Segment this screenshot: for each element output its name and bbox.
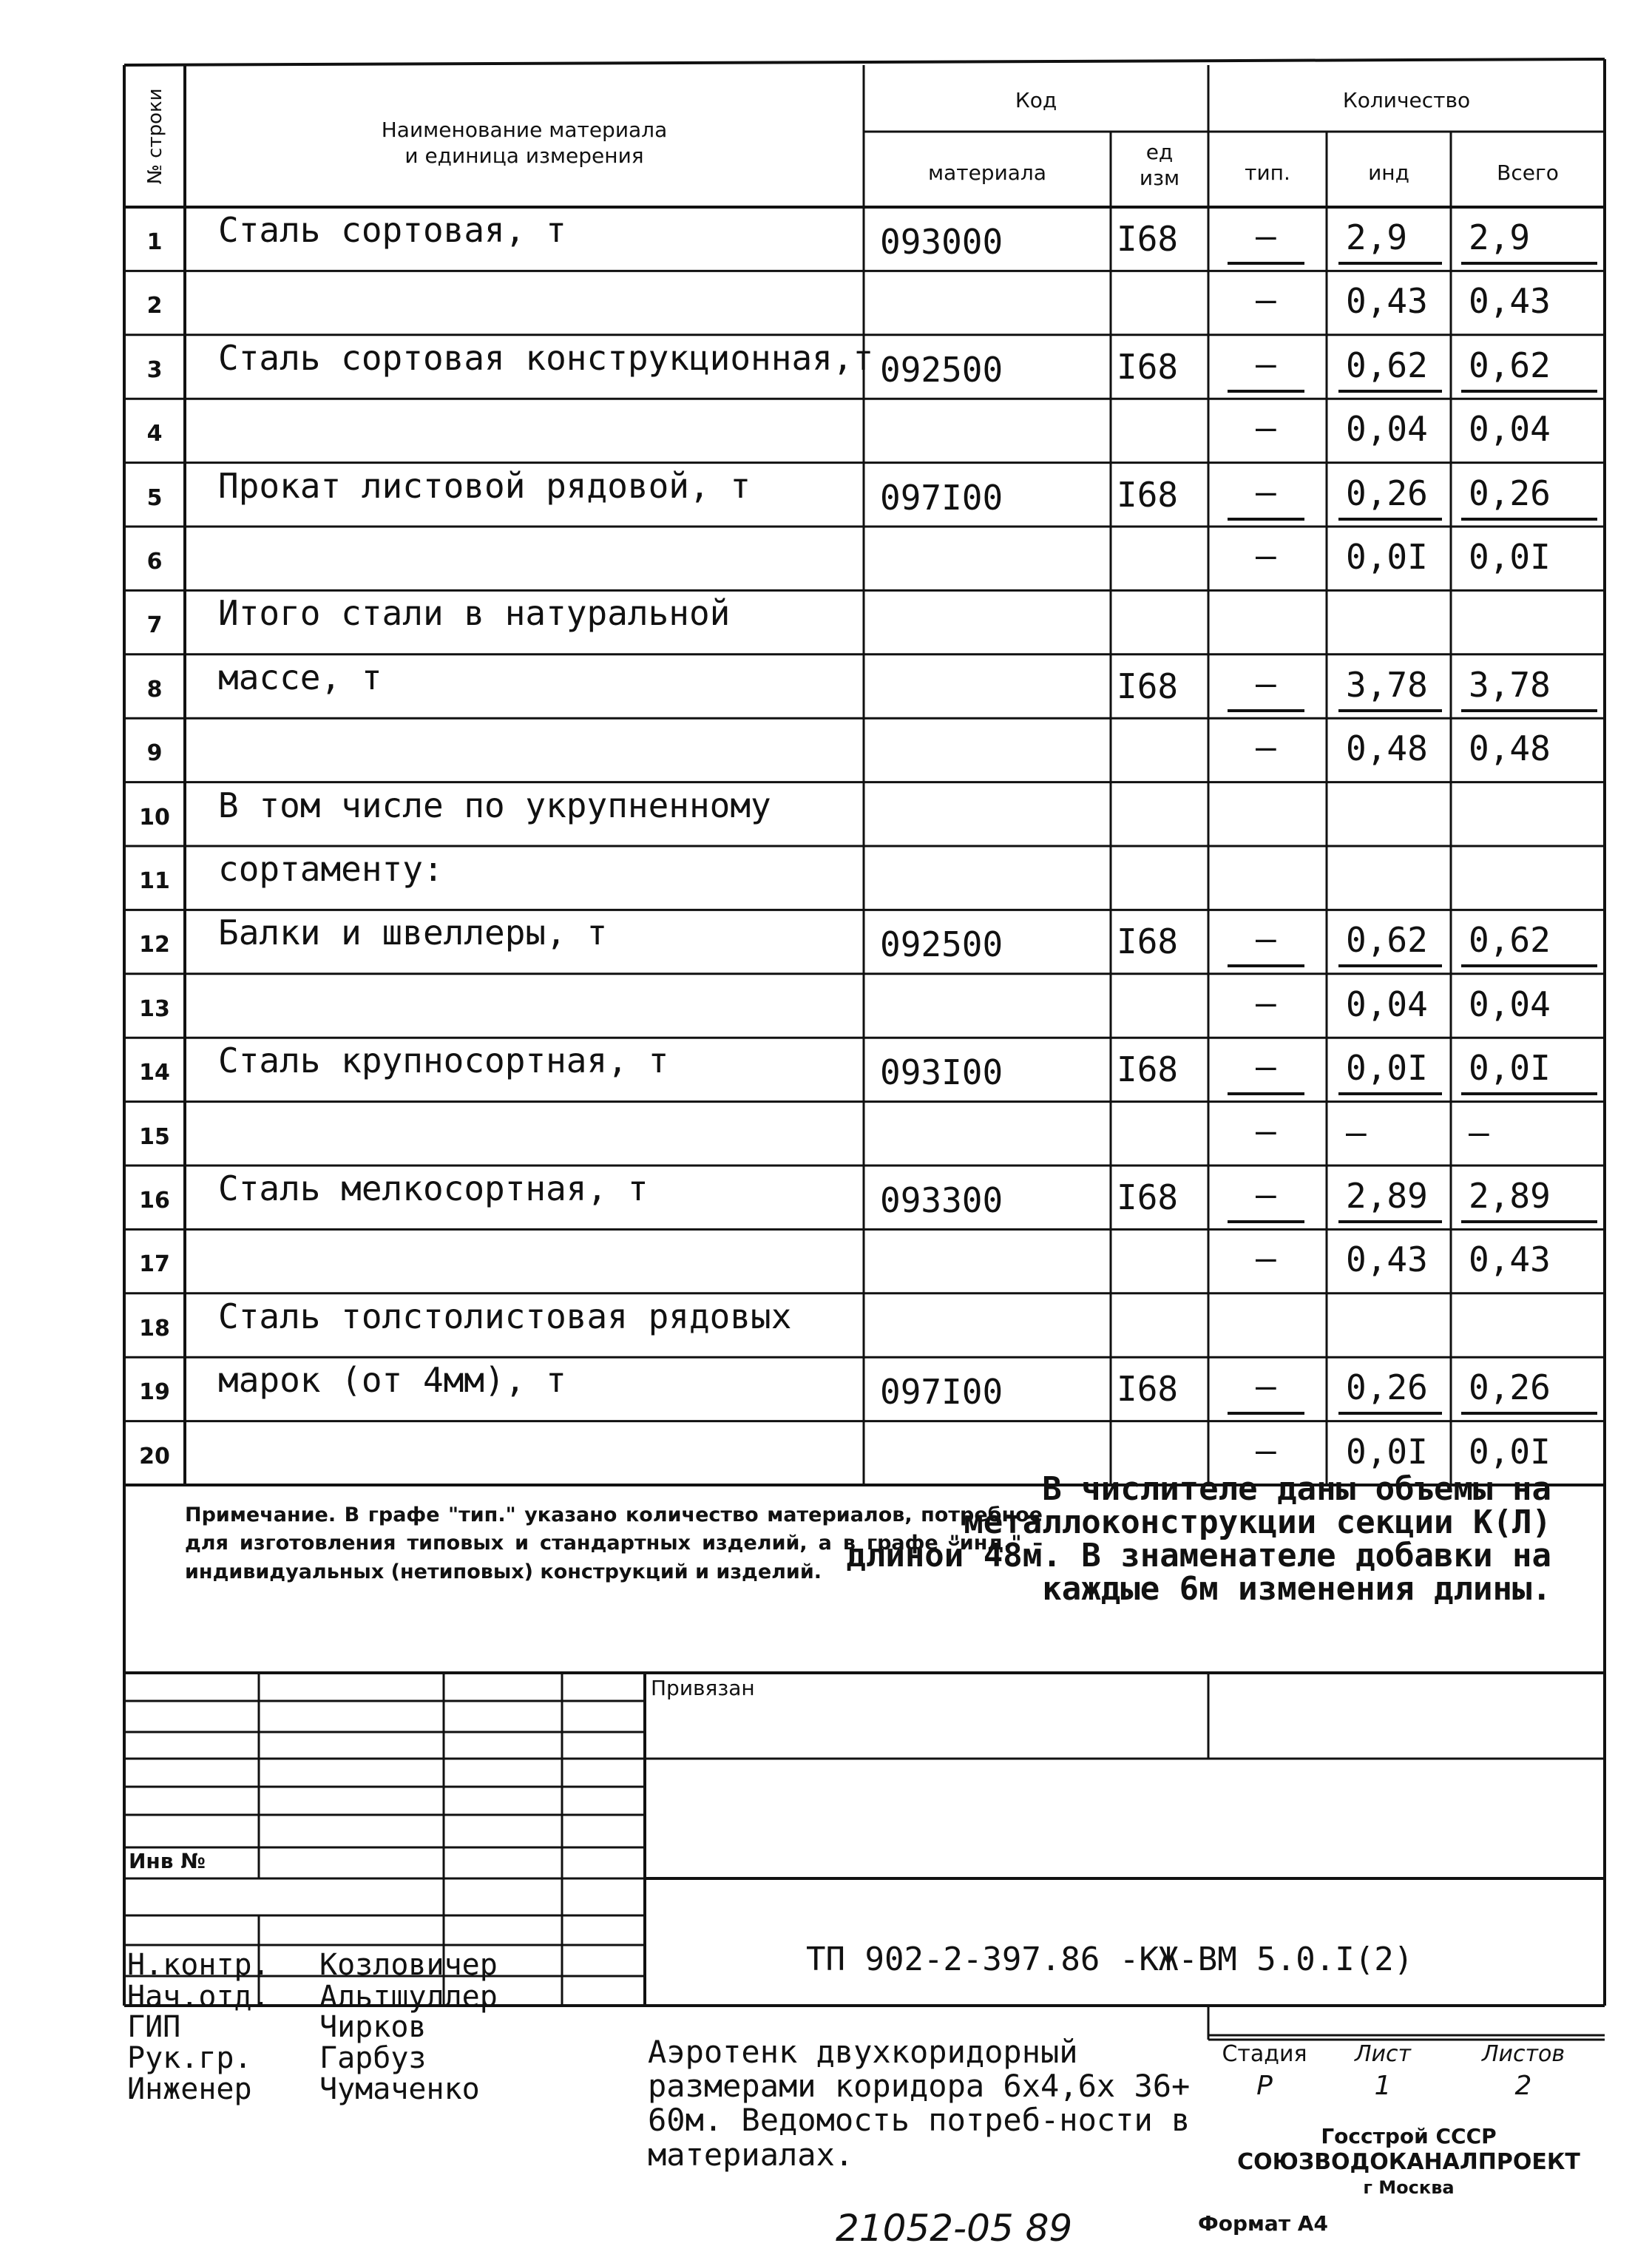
fraction-bar [1228,1092,1304,1095]
row-total: 0,48 [1469,728,1551,769]
row-material-name: Балки и швеллеры, т [218,913,608,953]
row-ind: 0,26 [1346,473,1428,513]
format-label: Формат А4 [1198,2211,1328,2236]
fraction-bar [1461,1220,1597,1223]
row-number: 2 [146,293,163,319]
signature-name: Альтшуллер [319,1980,498,2014]
signature-role: Инженер [127,2072,252,2106]
row-ind: 0,43 [1346,281,1428,322]
row-total: 0,0I [1469,537,1551,577]
row-material-code: 093I00 [880,1052,1003,1093]
row-total: 3,78 [1469,664,1551,705]
row-ind: 0,0I [1346,537,1428,577]
row-material-code: 097I00 [880,1372,1003,1413]
signature-role: Рук.гр. [127,2041,252,2075]
row-number: 1 [146,229,163,255]
row-typ: – [1256,1110,1276,1151]
sheets-label: Листов [1481,2041,1565,2067]
row-ind: 0,62 [1346,345,1428,385]
fraction-bar [1461,1412,1597,1415]
fraction-bar [1461,709,1597,712]
row-total: 0,0I [1469,1048,1551,1089]
stage-value: Р [1256,2071,1273,2101]
row-total: 0,43 [1469,281,1551,322]
header-material-name: Наименование материала и единица измерения [381,118,668,168]
row-material-name: Сталь сортовая, т [218,210,566,250]
row-number: 20 [139,1443,170,1469]
drawing-title: Аэротенк двухкоридорный размерами коридора 6х4,6х 36+ 60м. Ведомость потреб-ности в материалах. [648,2034,1191,2173]
row-material-code: 092500 [880,924,1003,965]
header-code-unit: ед изм [1139,140,1180,190]
row-unit-code: I68 [1117,219,1179,259]
row-number: 16 [139,1188,170,1214]
row-number: 15 [139,1123,170,1150]
row-number: 14 [139,1060,170,1086]
fraction-bar [1338,709,1442,712]
fraction-bar [1228,262,1304,265]
row-total: 0,62 [1469,920,1551,961]
org-name: СОЮЗВОДОКАНАЛПРОЕКТ [1237,2149,1580,2175]
fraction-bar [1338,390,1442,393]
row-typ: – [1256,216,1276,256]
row-number: 18 [139,1315,170,1342]
row-material-name: Сталь мелкосортная, т [218,1168,649,1208]
sheets-value: 2 [1514,2071,1532,2101]
row-number: 8 [146,676,163,703]
row-ind: 0,0I [1346,1048,1428,1089]
inv-no-label: Инв № [129,1849,206,1873]
row-material-code: 093300 [880,1180,1003,1220]
document-code: ТП 902-2-397.86 -КЖ-ВМ 5.0.I(2) [806,1941,1414,1978]
row-ind: 0,04 [1346,984,1428,1024]
header-qty-group: Количество [1342,88,1471,112]
row-total: 0,04 [1469,984,1551,1024]
row-ind: 2,89 [1346,1176,1428,1216]
row-material-name: Сталь крупносортная, т [218,1041,669,1081]
row-ind: 0,26 [1346,1367,1428,1408]
row-typ: – [1256,919,1276,959]
fraction-bar [1338,1092,1442,1095]
fraction-bar [1228,518,1304,521]
row-material-code: 097I00 [880,477,1003,518]
row-material-name: Прокат листовой рядовой, т [218,465,751,506]
sheet-value: 1 [1374,2071,1392,2101]
row-total: 2,89 [1469,1176,1551,1216]
fraction-bar [1461,262,1597,265]
row-typ: – [1256,982,1276,1023]
row-total: 0,0I [1469,1431,1551,1472]
privyazan-label: Привязан [651,1676,755,1700]
row-material-name: Итого стали в натуральной [218,593,731,634]
row-number: 6 [146,549,163,575]
signature-role: ГИП [127,2010,181,2044]
row-unit-code: I68 [1117,346,1179,387]
fraction-bar [1338,262,1442,265]
row-typ: – [1256,471,1276,512]
row-number: 17 [139,1251,170,1278]
row-unit-code: I68 [1117,921,1179,962]
fraction-bar [1338,1412,1442,1415]
row-ind: 0,04 [1346,409,1428,450]
signature-role: Нач.отд. [127,1980,270,2014]
header-code-material: материала [927,160,1046,185]
row-material-name: сортаменту: [218,849,444,889]
header-qty-ind: инд [1368,160,1409,185]
row-number: 7 [146,612,163,639]
header-row-no: № строки [143,88,166,185]
fraction-bar [1461,518,1597,521]
signature-name: Козловичер [319,1948,498,1982]
fraction-bar [1338,964,1442,967]
row-material-name: Сталь толстолистовая рядовых [218,1296,792,1336]
row-unit-code: I68 [1117,1369,1179,1410]
note-numerator-denominator: В числителе даны объемы на металлоконструкции секции К(Л) длиной 48м. В знаменателе добавки на каждые 6м изменения длины. [846,1470,1551,1608]
row-typ: – [1256,1430,1276,1470]
row-typ: – [1256,343,1276,384]
row-typ: – [1256,280,1276,320]
note-text: Примечание. В графе "тип." указано количество материалов, потребное для изготовления типовых и стандартных изделий, а в графе "инд." – индивидуальных (нетиповых) конструкций и изделий. [185,1503,1043,1583]
row-unit-code: I68 [1117,1049,1179,1090]
row-total: – [1469,1112,1489,1152]
archive-number: 21052-05 89 [836,2207,1073,2250]
row-unit-code: I68 [1117,666,1179,706]
row-ind: 3,78 [1346,664,1428,705]
row-typ: – [1256,1238,1276,1279]
fraction-bar [1228,390,1304,393]
fraction-bar [1228,709,1304,712]
row-total: 0,26 [1469,473,1551,513]
row-total: 0,26 [1469,1367,1551,1408]
row-number: 4 [146,421,163,447]
row-ind: 0,43 [1346,1239,1428,1280]
header-qty-total: Всего [1497,160,1559,185]
signature-name: Чирков [319,2010,427,2044]
row-ind: – [1346,1112,1367,1152]
row-ind: 0,48 [1346,728,1428,769]
row-material-name: марок (от 4мм), т [218,1360,566,1401]
row-total: 0,62 [1469,345,1551,385]
org-ministry: Госстрой СССР [1321,2124,1497,2148]
row-typ: – [1256,1046,1276,1087]
row-typ: – [1256,1366,1276,1407]
row-material-code: 092500 [880,349,1003,390]
fraction-bar [1228,1412,1304,1415]
row-number: 5 [146,484,163,511]
signature-name: Гарбуз [319,2041,427,2075]
row-number: 12 [139,932,170,958]
row-material-name: массе, т [218,657,382,697]
row-total: 0,04 [1469,409,1551,450]
fraction-bar [1338,1220,1442,1223]
fraction-bar [1338,518,1442,521]
fraction-bar [1461,390,1597,393]
org-city: г Москва [1363,2177,1455,2198]
row-ind: 0,62 [1346,920,1428,961]
fraction-bar [1461,1092,1597,1095]
row-number: 3 [146,356,163,383]
stage-label: Стадия [1222,2041,1307,2067]
sheet-label: Лист [1354,2041,1412,2067]
signature-name: Чумаченко [319,2072,480,2106]
row-total: 2,9 [1469,217,1531,257]
row-typ: – [1256,535,1276,575]
fraction-bar [1228,964,1304,967]
row-material-code: 093000 [880,222,1003,262]
row-total: 0,43 [1469,1239,1551,1280]
row-number: 10 [139,804,170,831]
header-code-group: Код [1015,88,1057,112]
row-number: 13 [139,995,170,1022]
row-material-name: В том числе по укрупненному [218,785,771,825]
row-unit-code: I68 [1117,1177,1179,1217]
row-typ: – [1256,1174,1276,1214]
row-typ: – [1256,663,1276,703]
row-unit-code: I68 [1117,474,1179,515]
row-number: 19 [139,1379,170,1406]
row-number: 11 [139,868,170,894]
signature-role: Н.контр. [127,1948,270,1982]
fraction-bar [1461,964,1597,967]
row-number: 9 [146,740,163,767]
header-qty-typ: тип. [1245,160,1290,185]
row-typ: – [1256,407,1276,448]
row-material-name: Сталь сортовая конструкционная,т [218,337,874,378]
fraction-bar [1228,1220,1304,1223]
row-ind: 2,9 [1346,217,1408,257]
row-typ: – [1256,727,1276,768]
row-ind: 0,0I [1346,1431,1428,1472]
